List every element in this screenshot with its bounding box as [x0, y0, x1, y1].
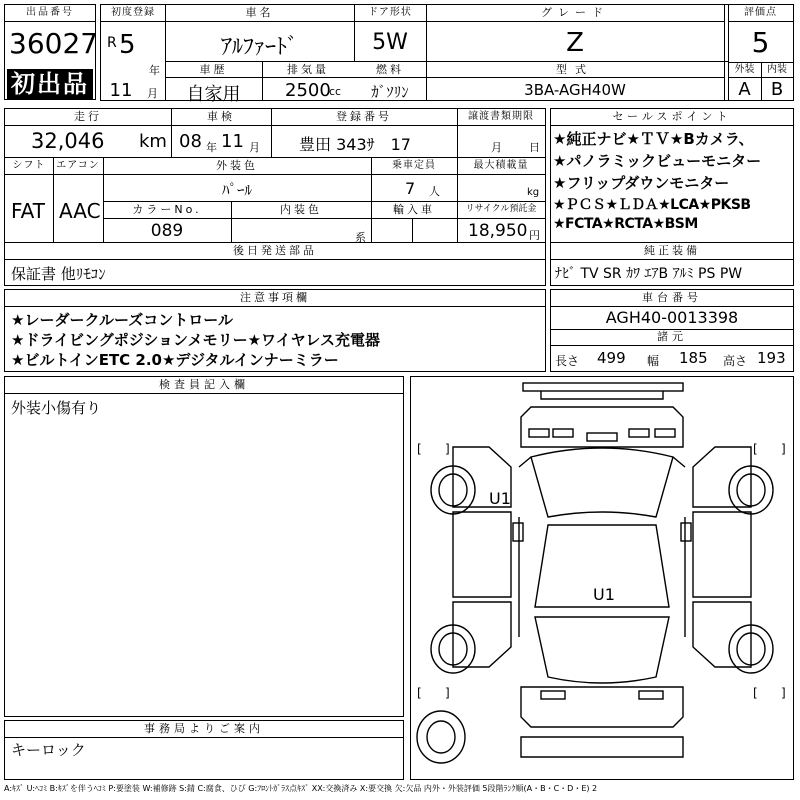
capacity-unit: 人: [429, 185, 440, 198]
score: 5: [751, 26, 770, 59]
sales-point-line: ★フリップダウンモニター: [553, 174, 730, 192]
inspector-notes: 外装小傷有り: [11, 399, 102, 417]
load-unit: kg: [527, 187, 540, 198]
length: 499: [597, 349, 626, 367]
fuel: ｶﾞｿﾘﾝ: [371, 83, 409, 101]
car-damage-diagram: [411, 377, 793, 779]
svg-text:[: [: [417, 686, 422, 700]
door-type: 5W: [372, 30, 408, 55]
office-label: 事務局よりご案内: [5, 721, 403, 738]
equipment: ﾅﾋﾞ TV SR ｶﾜ ｴｱB ｱﾙﾐ PS PW: [555, 266, 743, 282]
vehicle-header-box: [100, 4, 794, 105]
sales-point-line: ★FCTA★RCTA★BSM: [553, 216, 698, 232]
sales-point-line: ★純正ナビ★ＴＶ★Bカメラ、: [553, 130, 754, 148]
damage-diagram-box: [410, 376, 794, 780]
svg-text:[: [: [753, 686, 758, 700]
int-color-label: 内装色: [231, 202, 371, 219]
first-reg-month: 11: [109, 80, 133, 101]
capacity: 7: [405, 179, 416, 198]
inspector-box: [4, 376, 404, 717]
interior-label: 内装: [761, 62, 793, 78]
damage-mark: U1: [593, 585, 615, 604]
recycle-label: リサイクル預託金: [457, 202, 545, 219]
car-name-label: 車名: [165, 5, 354, 22]
car-name: ｱﾙﾌｧｰﾄﾞ: [220, 35, 298, 60]
svg-text:[: [: [753, 442, 758, 456]
lot-number-box: [4, 4, 99, 100]
notes-label: 注意事項欄: [5, 290, 545, 307]
width-label: 幅: [647, 354, 660, 368]
equipment-label: 純正装備: [551, 243, 793, 260]
chassis-label: 車台番号: [551, 290, 793, 307]
length-label: 長さ: [555, 354, 580, 368]
history: 自家用: [186, 84, 241, 105]
exterior-label: 外装: [728, 62, 761, 78]
aircon-label: エアコン: [53, 158, 103, 175]
sales-point-line: ★パノラミックビューモニター: [553, 152, 762, 170]
displacement-label: 排気量: [262, 62, 354, 78]
note-line: ★ビルトインETC 2.0★デジタルインナーミラー: [11, 351, 339, 369]
later-parts-label: 後日発送部品: [5, 243, 545, 260]
capacity-label: 乗車定員: [371, 158, 457, 175]
lot-number: 36027: [9, 27, 99, 60]
sales-points-box: [550, 108, 794, 286]
era: R: [107, 35, 117, 51]
dims-label: 諸元: [551, 330, 793, 346]
color-no: 089: [150, 221, 184, 241]
office-box: [4, 720, 404, 780]
score-label: 評価点: [728, 5, 793, 22]
note-line: ★レーダークルーズコントロール: [11, 311, 233, 329]
grade-label: グレード: [426, 5, 724, 22]
svg-text:[: [: [417, 442, 422, 456]
exterior-score: A: [738, 79, 751, 100]
ext-color: ﾊﾟｰﾙ: [221, 181, 252, 199]
grade: Z: [566, 28, 584, 58]
transfer-day-unit: 日: [529, 141, 540, 154]
registration-number: 豊田 343ｻ 17: [299, 135, 411, 154]
details-box: [4, 108, 546, 286]
recycle-fee: 18,950: [468, 221, 528, 241]
lot-number-label: 出品番号: [5, 5, 95, 22]
inspection-label: 車検: [171, 109, 271, 126]
registration-label: 登録番号: [271, 109, 457, 126]
damage-mark: U1: [489, 489, 511, 508]
month-unit: 月: [147, 87, 158, 100]
sales-points-label: セールスポイント: [551, 109, 793, 126]
inspection-month: 11: [221, 131, 244, 152]
aircon: AAC: [59, 199, 101, 223]
sales-point-line: ★ＰＣＳ★ＬＤＡ★LCA★PKSB: [553, 197, 751, 213]
chassis-number: AGH40-0013398: [605, 308, 739, 327]
mileage-unit: km: [139, 131, 167, 152]
first-listing-badge: 初出品: [7, 69, 93, 99]
inspector-label: 検査員記入欄: [5, 377, 403, 394]
transfer-label: 譲渡書類期限: [457, 109, 545, 126]
color-no-label: カラーNo.: [103, 202, 231, 219]
width: 185: [679, 349, 708, 367]
int-color-unit: 系: [355, 231, 366, 244]
later-parts: 保証書 他ﾘﾓｺﾝ: [11, 265, 106, 283]
interior-score: B: [770, 79, 784, 100]
svg-text:]: ]: [445, 686, 450, 700]
svg-text:]: ]: [781, 442, 786, 456]
height: 193: [757, 349, 786, 367]
shift-label: シフト: [5, 158, 53, 175]
first-reg-label: 初度登録: [101, 5, 165, 22]
load-label: 最大積載量: [457, 158, 545, 175]
height-label: 高さ: [723, 354, 748, 368]
legend: A:ｷｽﾞ U:ﾍｺﾐ B:ｷｽﾞを伴うﾍｺﾐ P:要塗装 W:補修跡 S:錆 C:腐食、ひび G:ﾌﾛﾝﾄｶﾞﾗｽ点ｷｽﾞ XX:交換済み X:要交換 欠:欠品 内外・外装評価 5段階ﾗﾝｸ順(A・B・C・D・E) 2: [4, 784, 598, 793]
transfer-month-unit: 月: [491, 141, 502, 154]
inspection-year-unit: 年: [206, 141, 217, 154]
mileage-label: 走行: [5, 109, 171, 126]
displacement-unit: cc: [329, 85, 342, 98]
model: 3BA-AGH40W: [524, 81, 626, 99]
svg-text:]: ]: [781, 686, 786, 700]
mileage: 32,046: [31, 129, 105, 153]
ext-color-label: 外装色: [103, 158, 371, 175]
inspection-year: 08: [179, 131, 202, 152]
note-line: ★ドライビングポジションメモリー★ワイヤレス充電器: [11, 331, 380, 349]
notes-box: [4, 289, 546, 372]
office-notes: キーロック: [11, 741, 86, 759]
recycle-unit: 円: [529, 229, 540, 242]
door-label: ドア形状: [354, 5, 426, 22]
chassis-box: [550, 289, 794, 372]
model-label: 型式: [426, 62, 724, 78]
inspection-month-unit: 月: [249, 141, 260, 154]
displacement: 2500: [285, 80, 331, 101]
fuel-label: 燃料: [354, 62, 426, 78]
shift: FAT: [11, 199, 46, 223]
import-label: 輸入車: [371, 202, 457, 219]
year-unit: 年: [149, 64, 160, 77]
history-label: 車歴: [165, 62, 262, 78]
first-reg-year: 5: [119, 30, 136, 60]
svg-text:]: ]: [445, 442, 450, 456]
